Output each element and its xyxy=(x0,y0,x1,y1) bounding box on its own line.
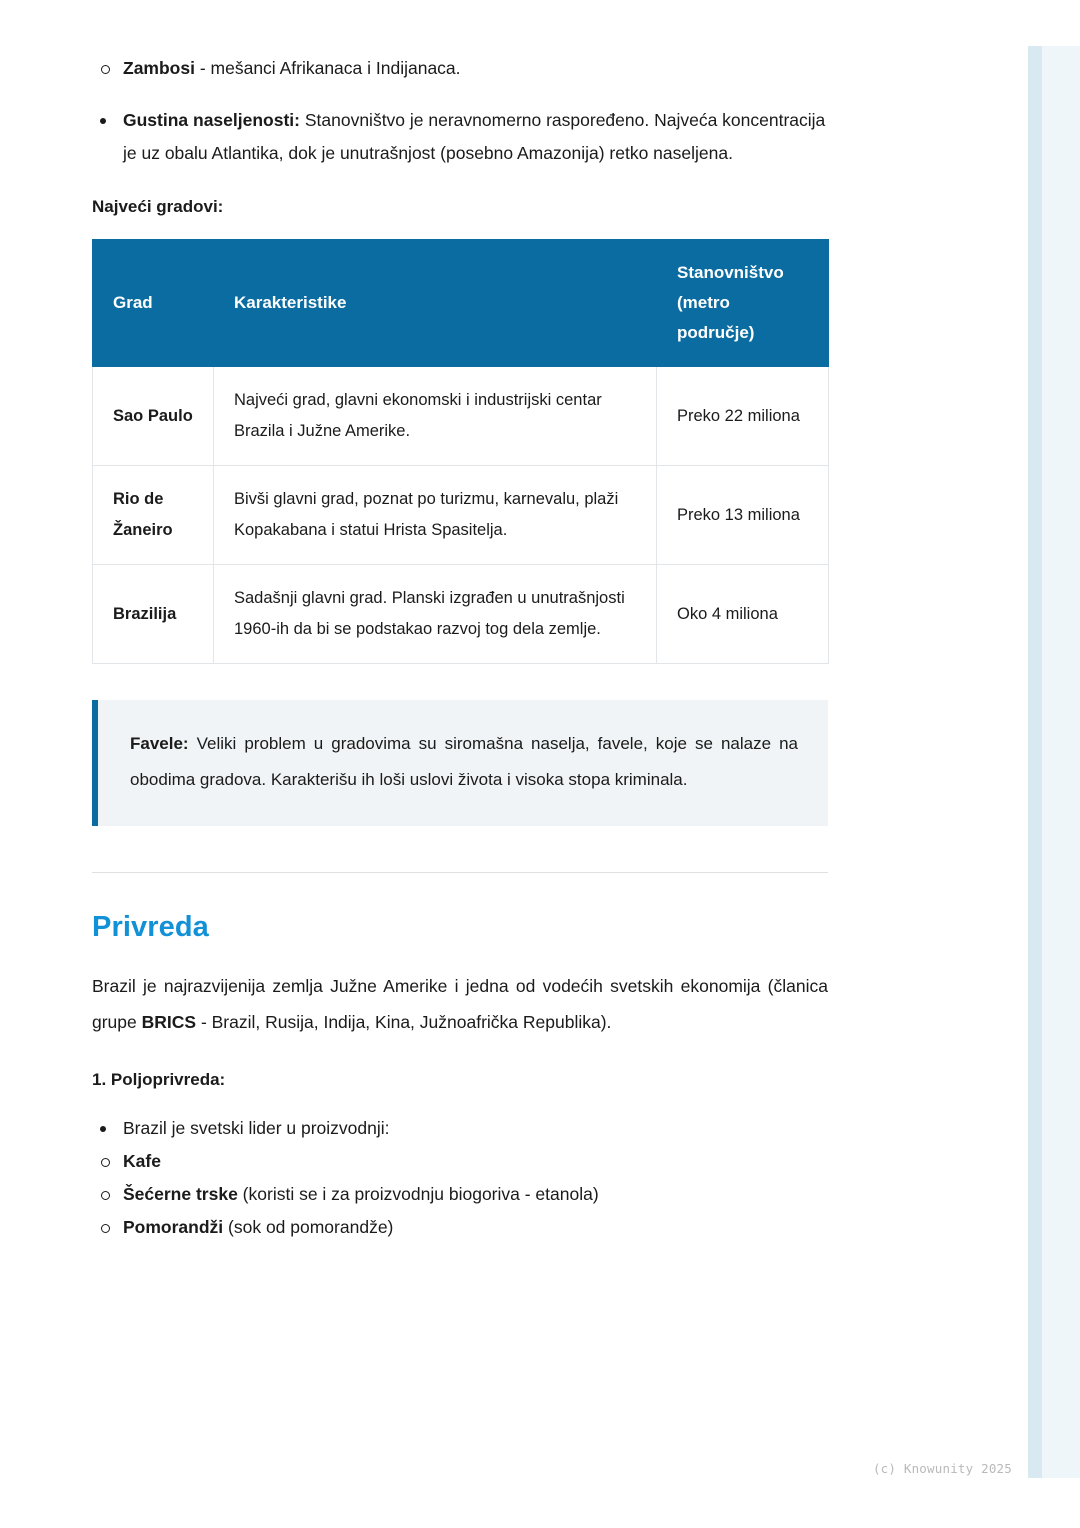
products-sublist xyxy=(92,1145,828,1244)
list-item-zambosi xyxy=(92,52,828,85)
table-row xyxy=(93,565,829,664)
section-divider xyxy=(92,872,828,873)
list-item xyxy=(92,1178,828,1211)
table-header-row xyxy=(93,240,829,367)
product-note: (sok od pomorandže) xyxy=(223,1217,394,1237)
cell-population: Oko 4 miliona xyxy=(657,565,829,664)
product-note: (koristi se i za proizvodnju biogoriva - etanola) xyxy=(237,1184,599,1204)
callout-term: Favele: xyxy=(130,734,189,753)
product-name: Pomorandži xyxy=(123,1217,224,1237)
list-item-density xyxy=(92,104,828,170)
economy-intro-part2: - Brazil, Rusija, Indija, Kina, Južnoafrička Republika). xyxy=(196,1012,612,1032)
column-header-characteristics: Karakteristike xyxy=(214,240,657,367)
column-header-population: Stanovništvo (metro područje) xyxy=(657,240,829,367)
callout-body: Veliki problem u gradovima su siromašna naselja, favele, koje se nalaze na obodima gradova. Karakterišu ih loši uslovi života i visoka stopa kriminala. xyxy=(130,734,798,789)
table-row xyxy=(93,367,829,466)
cell-population: Preko 22 miliona xyxy=(657,367,829,466)
brics-label: BRICS xyxy=(141,1012,197,1032)
page-edge-outer-strip xyxy=(1042,46,1080,1478)
zambosi-description: - mešanci Afrikanaca i Indijanaca. xyxy=(194,58,461,78)
product-name: Kafe xyxy=(123,1151,161,1171)
list-item xyxy=(92,1211,828,1244)
table-row xyxy=(93,466,829,565)
cell-population: Preko 13 miliona xyxy=(657,466,829,565)
economy-intro-part1: Brazil je najrazvijenija zemlja Južne Amerike i jedna od vodećih svetskih ekonomija (članica grupe xyxy=(92,976,828,1032)
document-content xyxy=(92,0,828,1244)
cities-heading: Najveći gradovi: xyxy=(92,197,224,216)
density-list xyxy=(92,104,828,170)
watermark: (c) Knowunity 2025 xyxy=(872,1461,1012,1476)
cell-characteristics: Sadašnji glavni grad. Planski izgrađen u unutrašnjosti 1960-ih da bi se podstakao razvoj tog dela zemlje. xyxy=(214,565,657,664)
cell-characteristics: Bivši glavni grad, poznat po turizmu, karnevalu, plaži Kopakabana i statui Hrista Spasitelja. xyxy=(214,466,657,565)
zambosi-sublist xyxy=(92,52,828,85)
economy-intro xyxy=(92,968,828,1040)
cities-table xyxy=(92,239,829,664)
density-term: Gustina naseljenosti: xyxy=(123,110,300,130)
page-edge-inner-strip xyxy=(1028,46,1042,1478)
page-title: Privreda xyxy=(92,911,209,943)
agriculture-subheading: 1. Poljoprivreda: xyxy=(92,1070,226,1089)
density-description: Stanovništvo je neravnomerno raspoređeno. Najveća koncentracija je uz obalu Atlantika, dok je unutrašnjost (posebno Amazonija) retko naseljena. xyxy=(123,110,826,163)
agriculture-list xyxy=(92,1112,828,1145)
cell-characteristics: Najveći grad, glavni ekonomski i industrijski centar Brazila i Južne Amerike. xyxy=(214,367,657,466)
product-name: Šećerne trske xyxy=(123,1184,238,1204)
list-item-leader xyxy=(92,1112,828,1145)
zambosi-term: Zambosi xyxy=(123,58,195,78)
column-header-city: Grad xyxy=(93,240,214,367)
list-item xyxy=(92,1145,828,1178)
favele-callout xyxy=(92,700,828,826)
cell-city: Sao Paulo xyxy=(93,367,214,466)
cell-city: Brazilija xyxy=(93,565,214,664)
leader-text: Brazil je svetski lider u proizvodnji: xyxy=(123,1118,390,1138)
callout-text xyxy=(130,726,798,798)
cell-city: Rio de Žaneiro xyxy=(93,466,214,565)
